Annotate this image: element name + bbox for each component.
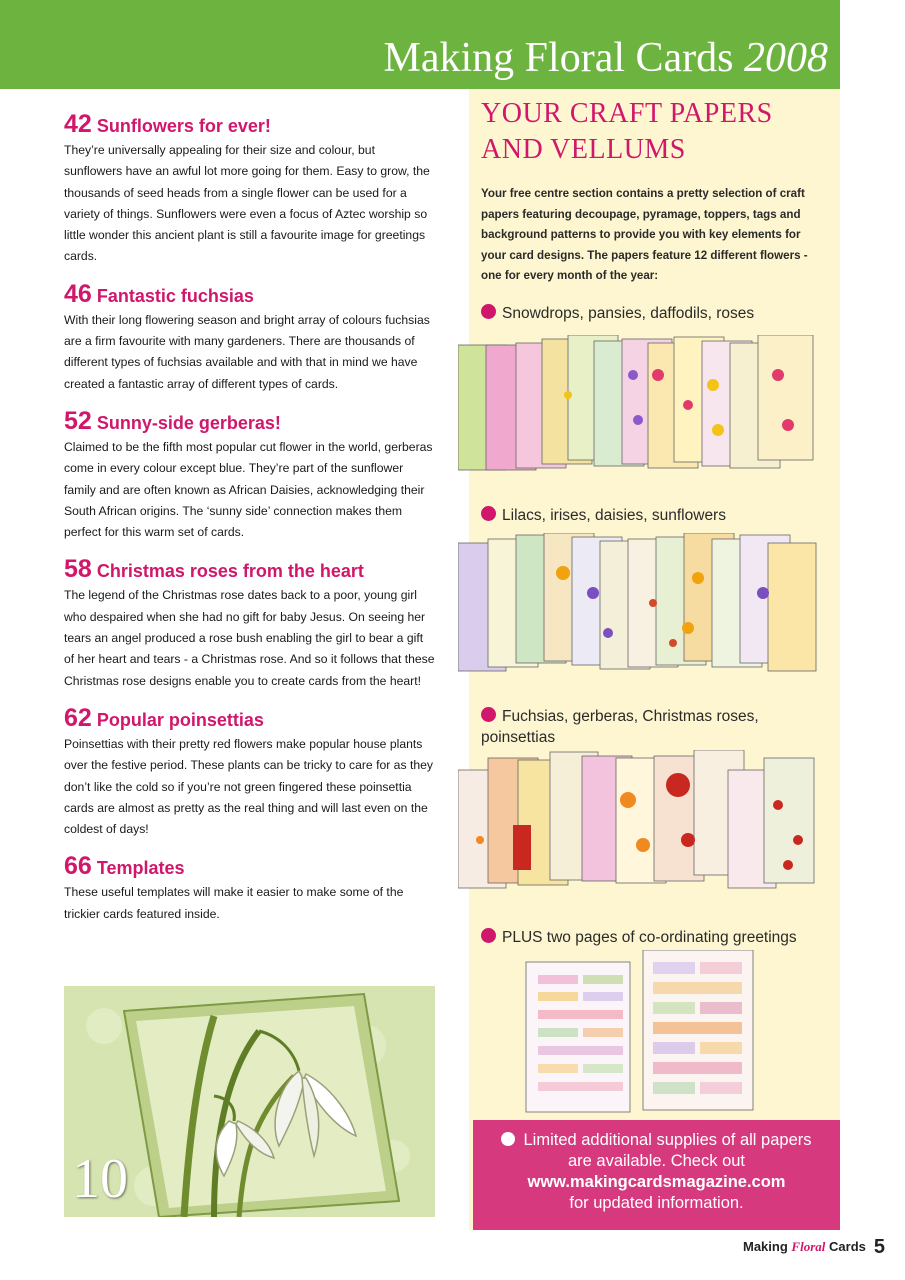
- supplies-line: are available. Check out: [567, 1152, 746, 1170]
- article-body: These useful templates will make it easier to make some of the trickier cards featured inside.: [64, 885, 404, 921]
- bullet-dot-icon: [481, 928, 496, 943]
- article-body: With their long flowering season and bright array of colours fuchsias are a firm favourite with many gardeners. There are thousands of different types of fuchsias available and with that in mind we have created a fantastic array of different types of cards.: [64, 312, 430, 391]
- paper-set-bullet: Snowdrops, pansies, daffodils, roses: [481, 303, 826, 324]
- magazine-year: 2008: [744, 35, 828, 81]
- craft-papers-heading: YOUR CRAFT PAPERS AND VELLUMS: [481, 98, 773, 165]
- contents-column: [64, 112, 436, 939]
- article: [64, 703, 436, 840]
- website-link[interactable]: www.makingcardsmagazine.com: [527, 1173, 786, 1191]
- article-heading: 42 Sunflowers for ever!: [64, 110, 271, 138]
- header-banner: [0, 0, 840, 89]
- photo-page-number: 10: [72, 1148, 128, 1210]
- supplies-line: Limited additional supplies of all papers: [473, 1120, 840, 1151]
- supplies-box: [473, 1120, 840, 1230]
- article: [64, 406, 436, 543]
- article-body: They’re universally appealing for their size and colour, but sunflowers have an awful lot more going for them. Easy to grow, the thousands of seed heads from a single flower can be used for a variety of things. Sunflowers were even a focus of Aztec worship so little wonder this ancient plant is still a favourite image for greetings cards.: [64, 143, 430, 264]
- craft-papers-intro: Your free centre section contains a pretty selection of craft papers featuring decoupage, pyramage, toppers, tags and background patterns to provide you with key elements for your card designs. The papers feature 12 different flowers - one for every month of the year:: [481, 187, 808, 283]
- page-footer: Making Floral Cards 5: [743, 1236, 885, 1258]
- article-body: Claimed to be the fifth most popular cut flower in the world, gerberas come in every colour except blue. They’re part of the sunflower family and are often known as African Daisies, acknowledging their South African origins. The ‘sunny side’ connection makes them perfect for this warm set of cards.: [64, 439, 433, 540]
- paper-set-bullet: PLUS two pages of co-ordinating greetings: [481, 927, 826, 948]
- article-heading: 58 Christmas roses from the heart: [64, 555, 364, 584]
- paper-set-bullet: Fuchsias, gerberas, Christmas roses, poinsettias: [481, 708, 759, 746]
- bullet-dot-icon: [501, 1132, 515, 1146]
- article-heading: 66 Templates: [64, 852, 185, 881]
- greetings-pages-image: [458, 950, 848, 1120]
- page-number: 5: [873, 1236, 885, 1258]
- supplies-line: for updated information.: [569, 1194, 744, 1212]
- article-heading: 52 Sunny-side gerberas!: [64, 406, 281, 435]
- article-heading: 46 Fantastic fuchsias: [64, 279, 254, 308]
- paper-set-bullet: Lilacs, irises, daisies, sunflowers: [481, 505, 826, 526]
- bullet-dot-icon: [481, 304, 496, 319]
- paper-set-1-image: [458, 335, 848, 495]
- article: [64, 279, 436, 395]
- article: [64, 557, 436, 691]
- footer-floral: Floral: [791, 1239, 826, 1254]
- paper-set-2-image: [458, 533, 848, 693]
- bullet-dot-icon: [481, 707, 496, 722]
- article: [64, 112, 436, 268]
- paper-set-3-image: [458, 750, 848, 900]
- magazine-title: Making Floral Cards 2008: [383, 35, 828, 81]
- article: [64, 854, 436, 925]
- article-body: The legend of the Christmas rose dates back to a poor, young girl who despaired when she had no gift for baby Jesus. On seeing her tears an angel produced a rose bush enabling the girl to bear a gift of her heart and tears - a Christmas rose. And so it follows that these Christmas rose designs enable you to create cards from the heart!: [64, 588, 435, 688]
- bullet-dot-icon: [481, 506, 496, 521]
- article-heading: 62 Popular poinsettias: [64, 703, 264, 732]
- article-body: Poinsettias with their pretty red flowers make popular house plants over the festive period. These plants can be tricky to care for as they don’t like the cold so if you’re not green fingered these poinsettia cards are almost as pretty as the real thing and will last even on the coldest of days!: [64, 736, 433, 837]
- snowdrop-photo: [64, 986, 435, 1217]
